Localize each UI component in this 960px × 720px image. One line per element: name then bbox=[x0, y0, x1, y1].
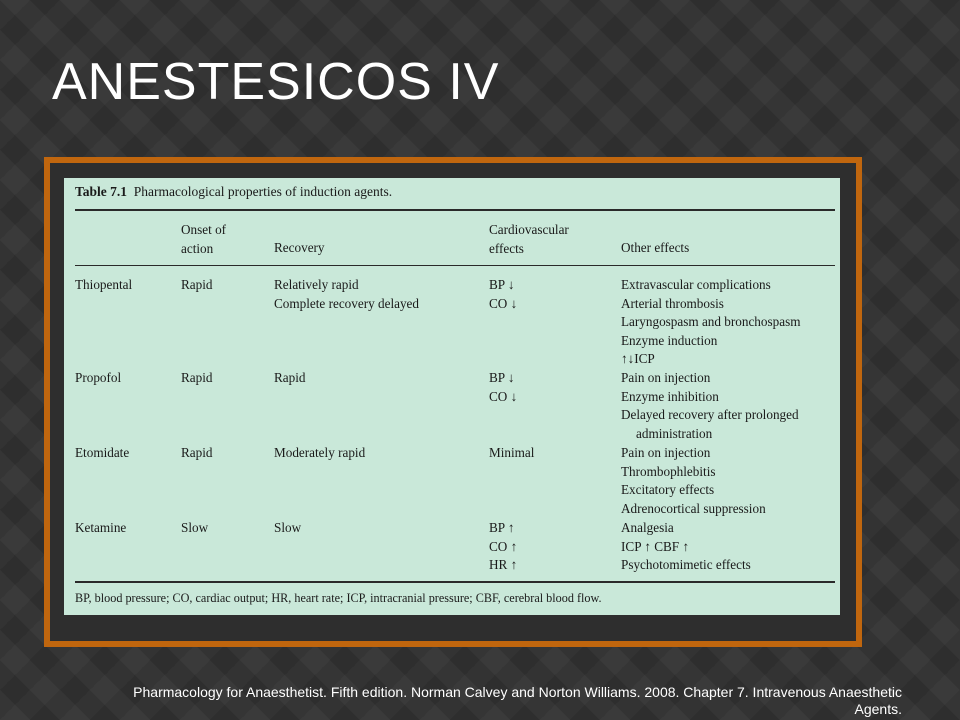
row-propofol-agent: Propofol bbox=[75, 370, 122, 385]
row-thiopental-other: Extravascular complications Arterial thrombosis Laryngospasm and bronchospasm Enzyme induction ↑↓ICP bbox=[621, 277, 801, 367]
table-caption-text: Pharmacological properties of induction agents. bbox=[133, 184, 393, 199]
table-bottom-rule bbox=[75, 581, 835, 583]
row-etomidate-other: Pain on injection Thrombophlebitis Excitatory effects Adrenocortical suppression bbox=[621, 445, 766, 516]
row-propofol-recovery: Rapid bbox=[274, 370, 306, 385]
row-propofol-onset: Rapid bbox=[181, 370, 213, 385]
table-top-rule bbox=[75, 209, 835, 211]
slide-title: ANESTESICOS IV bbox=[52, 53, 500, 111]
table-header-rule bbox=[75, 265, 835, 266]
row-etomidate-agent: Etomidate bbox=[75, 445, 130, 460]
row-thiopental-agent: Thiopental bbox=[75, 277, 133, 292]
row-ketamine-agent: Ketamine bbox=[75, 520, 127, 535]
header-recovery: Recovery bbox=[274, 240, 325, 255]
row-etomidate-onset: Rapid bbox=[181, 445, 213, 460]
row-propofol-other: Pain on injection Enzyme inhibition Delayed recovery after prolonged administration bbox=[621, 370, 799, 441]
row-thiopental-cardio: BP ↓ CO ↓ bbox=[489, 277, 518, 311]
induction-agents-table bbox=[64, 178, 840, 615]
table-image-frame bbox=[44, 157, 862, 647]
row-thiopental-onset: Rapid bbox=[181, 277, 213, 292]
header-cardiovascular: Cardiovascular effects bbox=[489, 222, 569, 256]
row-ketamine-recovery: Slow bbox=[274, 520, 302, 535]
table-footnote: BP, blood pressure; CO, cardiac output; HR, heart rate; ICP, intracranial pressure; CBF, cerebral blood flow. bbox=[75, 591, 602, 605]
row-etomidate-cardio: Minimal bbox=[489, 445, 535, 460]
table-caption bbox=[75, 184, 392, 200]
row-ketamine-other: Analgesia ICP ↑ CBF ↑ Psychotomimetic effects bbox=[621, 520, 751, 573]
table-caption-label: Table 7.1 bbox=[75, 184, 128, 199]
row-ketamine-cardio: BP ↑ CO ↑ HR ↑ bbox=[489, 520, 518, 573]
row-ketamine-onset: Slow bbox=[181, 520, 209, 535]
row-propofol-cardio: BP ↓ CO ↓ bbox=[489, 370, 518, 404]
header-onset: Onset of action bbox=[181, 222, 227, 256]
row-etomidate-recovery: Moderately rapid bbox=[274, 445, 366, 460]
row-thiopental-recovery: Relatively rapid Complete recovery delayed bbox=[274, 277, 419, 311]
source-credit: Pharmacology for Anaesthetist. Fifth edition. Norman Calvey and Norton Williams. 2008. Chapter 7. Intravenous Anaesthetic Agents. bbox=[133, 684, 902, 717]
header-other-effects: Other effects bbox=[621, 240, 690, 255]
